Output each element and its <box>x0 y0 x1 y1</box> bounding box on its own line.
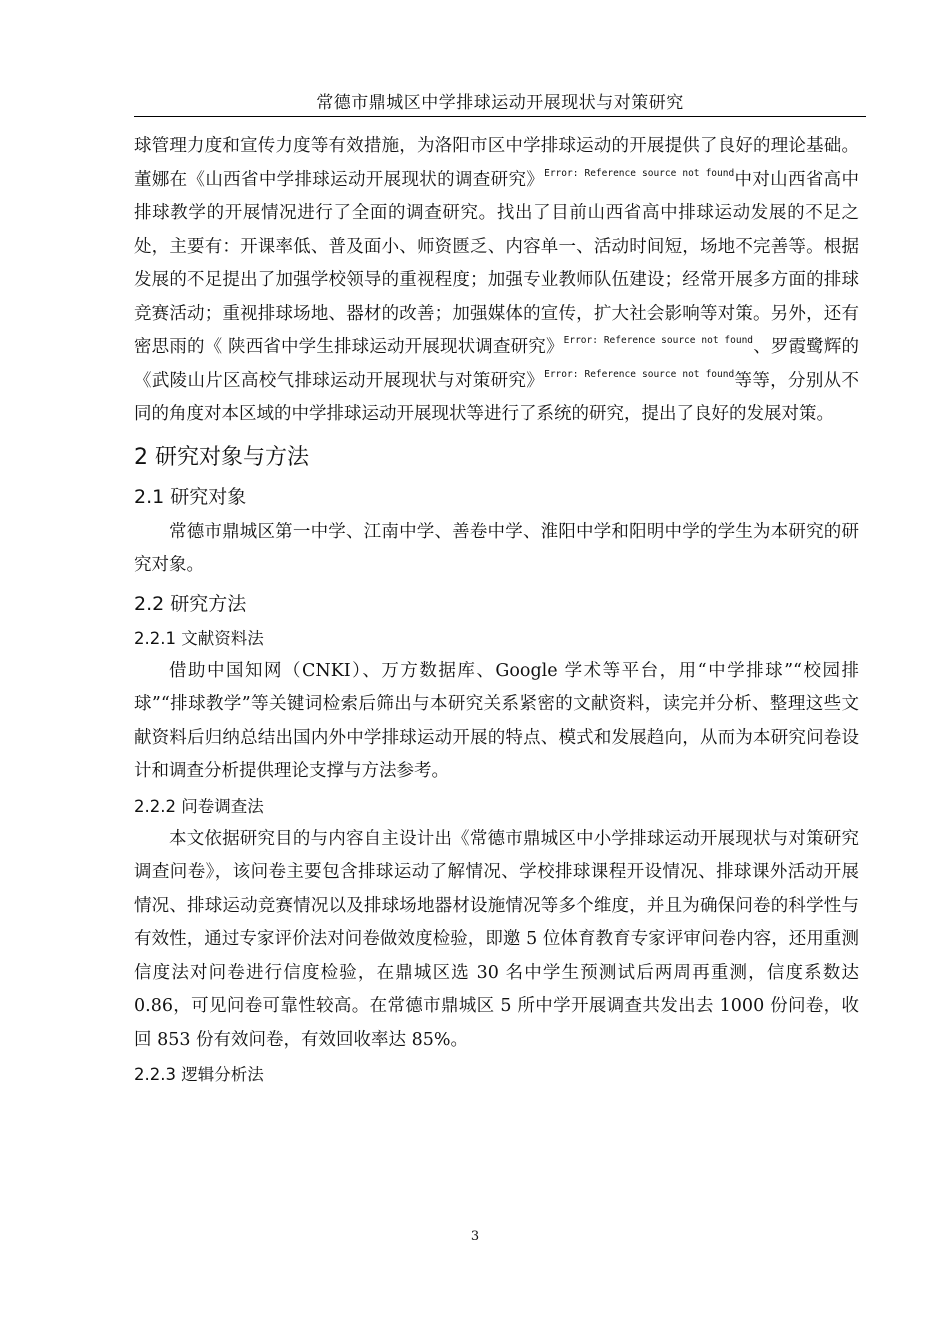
section-heading-2-2-1: 2.2.1 文献资料法 <box>134 628 264 648</box>
section-heading-2-2-2: 2.2.2 问卷调查法 <box>134 796 264 816</box>
text-run: 等等，分别从不同的角度对本区域的中学排球运动开展现状等进行了系统的研究，提出了良好的发展对策。 <box>134 370 860 424</box>
section-heading-2-2: 2.2 研究方法 <box>134 592 247 615</box>
paragraph-literature-method: 借助中国知网（CNKI）、万方数据库、Google 学术等平台，用“中学排球”“校园排球”“排球教学”等关键词检索后筛出与本研究关系紧密的文献资料，读完并分析、整理这些文献资料后归纳总结出国内外中学排球运动开展的特点、模式和发展趋向，从而为本研究问卷设计和调查分析提供理论支撑与方法参考。 <box>134 660 859 781</box>
section-heading-2: 2 研究对象与方法 <box>134 444 309 470</box>
paragraph-research-objects: 常德市鼎城区第一中学、江南中学、善卷中学、淮阳中学和阳明中学的学生为本研究的研究对象。 <box>134 521 859 575</box>
page-header: 常德市鼎城区中学排球运动开展现状与对策研究 <box>134 88 866 117</box>
page-number: 3 <box>470 1229 480 1244</box>
paragraph-questionnaire-method: 本文依据研究目的与内容自主设计出《常德市鼎城区中小学排球运动开展现状与对策研究调查问卷》，该问卷主要包含排球运动了解情况、学校排球课程开设情况、排球课外活动开展情况、排球运动竞赛情况以及排球场地器材设施情况等多个维度，并且为确保问卷的科学性与有效性，通过专家评价法对问卷做效度检验，即邀 5 位体育教育专家评审问卷内容，还用重测信度法对问卷进行信度检验，在鼎城区选 30 名中学生预测试后两周再重测，信度系数达 0.86，可见问卷可靠性较高。在常德市鼎城区 5 所中学开展调查共发出去 1000 份问卷，收回 853 份有效问卷，有效回收率达 85%。 <box>134 828 859 1050</box>
text-run: 、罗霞鹭辉的《武陵山片区高校气排球运动开展现状与对策研究》 <box>134 337 860 391</box>
paragraph-literature-review <box>134 130 859 432</box>
reference-error-marker: Error: Reference source not found <box>544 368 735 380</box>
page-body <box>134 130 859 1091</box>
reference-error-marker: Error: Reference source not found <box>544 167 735 179</box>
section-heading-2-1: 2.1 研究对象 <box>134 485 247 508</box>
reference-error-marker: Error: Reference source not found <box>563 335 754 346</box>
text-run: 球管理力度和宣传力度等有效措施，为洛阳市区中学排球运动的开展提供了良好的理论基础。董娜在《山西省中学排球运动开展现状的调查研究》 <box>134 136 859 190</box>
text-run: 中对山西省高中排球教学的开展情况进行了全面的调查研究。找出了目前山西省高中排球运动发展的不足之处，主要有：开课率低、普及面小、师资匮乏、内容单一、活动时间短，场地不完善等。根据发展的不足提出了加强学校领导的重视程度；加强专业教师队伍建设；经常开展多方面的排球竞赛活动；重视排球场地、器材的改善；加强媒体的宣传，扩大社会影响等对策。另外，还有密思雨的《 陕西省中学生排球运动开展现状调查研究》 <box>134 169 860 357</box>
section-heading-2-2-3: 2.2.3 逻辑分析法 <box>134 1065 264 1084</box>
